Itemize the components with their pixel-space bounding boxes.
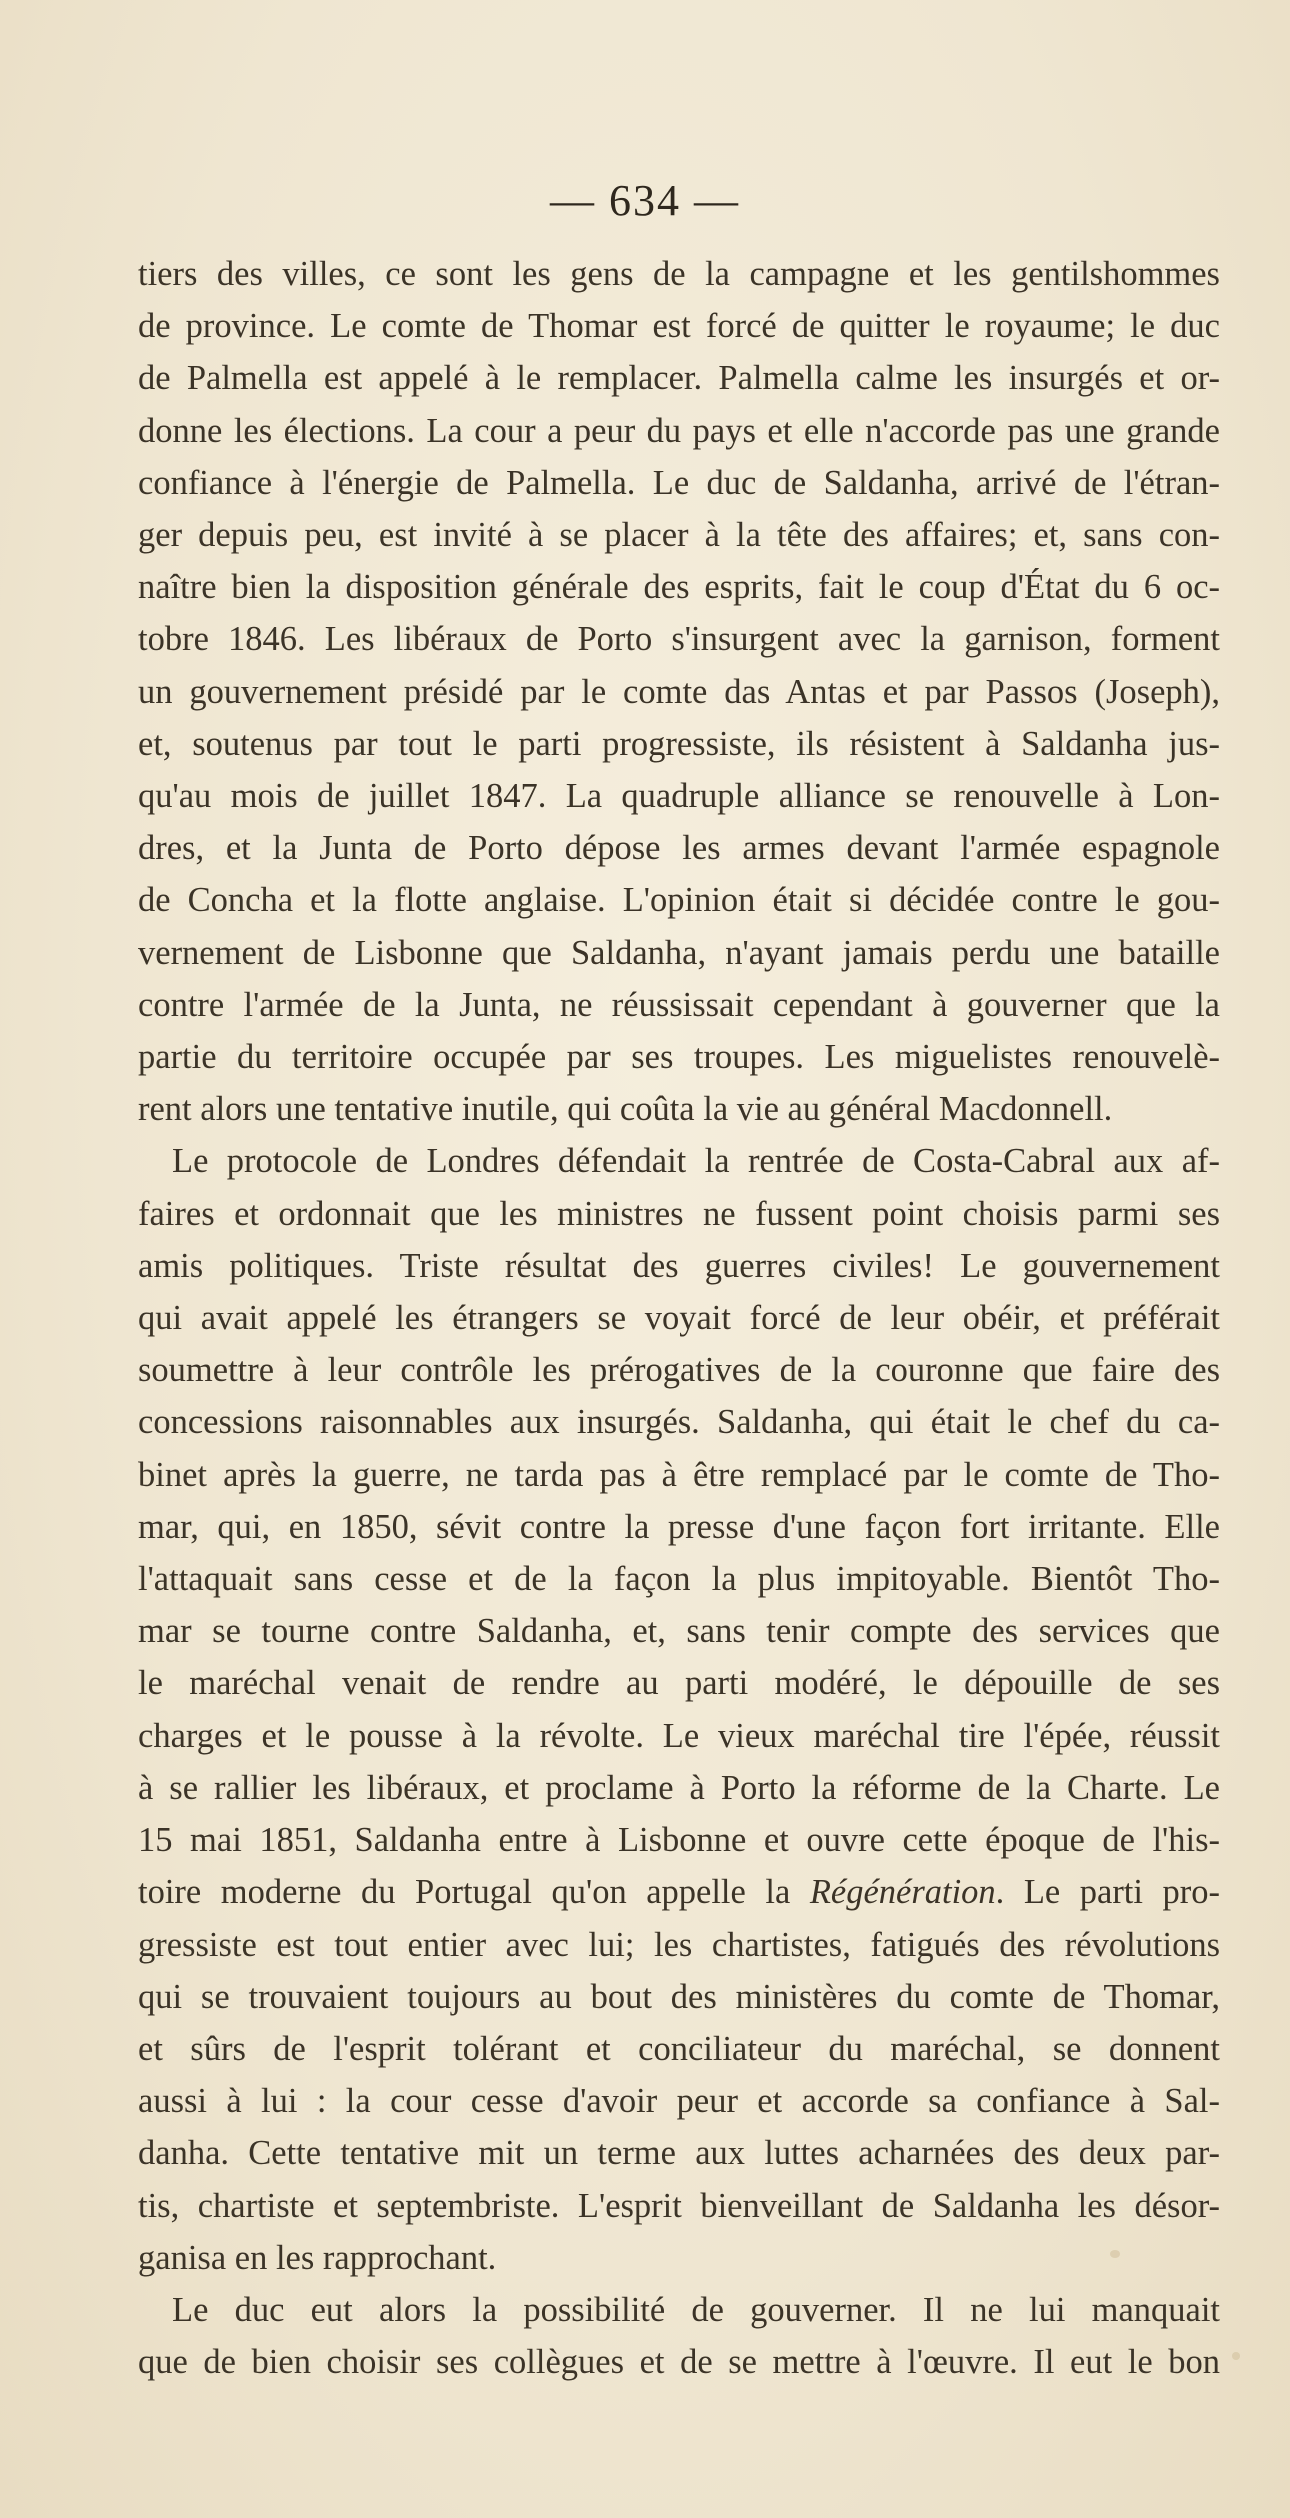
text-line: ganisa en les rapprochant. <box>138 2238 497 2277</box>
text-line: que de bien choisir ses collègues et de se mettre à l'œuvre. Il eut le bon <box>138 2343 1220 2382</box>
text-line: naître bien la disposition générale des esprits, fait le coup d'État du 6 oc- <box>138 568 1220 607</box>
text-line: binet après la guerre, ne tarda pas à être remplacé par le comte de Tho- <box>138 1455 1220 1494</box>
text-line: Le protocole de Londres défendait la rentrée de Costa-Cabral aux af- <box>172 1142 1220 1181</box>
text-line: mar se tourne contre Saldanha, et, sans tenir compte des services que <box>138 1612 1220 1651</box>
text-line: rent alors une tentative inutile, qui coûta la vie au général Macdonnell. <box>138 1090 1113 1129</box>
text-line: un gouvernement présidé par le comte das Antas et par Passos (Joseph), <box>138 672 1220 711</box>
text-line: et sûrs de l'esprit tolérant et conciliateur du maréchal, se donnent <box>138 2029 1220 2068</box>
text-line: danha. Cette tentative mit un terme aux luttes acharnées des deux par- <box>138 2134 1220 2173</box>
text-line: faires et ordonnait que les ministres ne fussent point choisis parmi ses <box>138 1194 1220 1233</box>
text-line-with-italic <box>138 1866 1220 1918</box>
text-line: mar, qui, en 1850, sévit contre la presse d'une façon fort irritante. Elle <box>138 1507 1220 1546</box>
text-segment: toire moderne du Portugal qu'on appelle la <box>138 1873 810 1912</box>
text-line: Le duc eut alors la possibilité de gouverner. Il ne lui manquait <box>172 2290 1220 2329</box>
text-line: confiance à l'énergie de Palmella. Le duc de Saldanha, arrivé de l'étran- <box>138 463 1220 502</box>
text-line: charges et le pousse à la révolte. Le vieux maréchal tire l'épée, réussit <box>138 1716 1220 1755</box>
text-line: amis politiques. Triste résultat des guerres civiles! Le gouvernement <box>138 1246 1220 1285</box>
text-line: tis, chartiste et septembriste. L'esprit bienveillant de Saldanha les désor- <box>138 2186 1220 2225</box>
text-line: aussi à lui : la cour cesse d'avoir peur et accorde sa confiance à Sal- <box>138 2082 1220 2121</box>
text-line: le maréchal venait de rendre au parti modéré, le dépouille de ses <box>138 1664 1220 1703</box>
text-line: concessions raisonnables aux insurgés. Saldanha, qui était le chef du ca- <box>138 1403 1220 1442</box>
text-line: de Palmella est appelé à le remplacer. Palmella calme les insurgés et or- <box>138 359 1220 398</box>
italic-term: Régénération <box>809 1873 996 1912</box>
text-line: contre l'armée de la Junta, ne réussissait cependant à gouverner que la <box>138 985 1220 1024</box>
page-number: — 634 — <box>550 176 740 225</box>
text-line: et, soutenus par tout le parti progressiste, ils résistent à Saldanha jus- <box>138 724 1220 763</box>
text-line: donne les élections. La cour a peur du pays et elle n'accorde pas une grande <box>138 411 1220 450</box>
text-line: 15 mai 1851, Saldanha entre à Lisbonne et ouvre cette époque de l'his- <box>138 1821 1220 1860</box>
text-line: soumettre à leur contrôle les prérogatives de la couronne que faire des <box>138 1351 1220 1390</box>
text-line: tiers des villes, ce sont les gens de la campagne et les gentilshommes <box>138 255 1220 293</box>
text-line: qu'au mois de juillet 1847. La quadruple alliance se renouvelle à Lon- <box>138 777 1220 816</box>
text-line: tobre 1846. Les libéraux de Porto s'insurgent avec la garnison, forment <box>138 620 1220 659</box>
body-text <box>138 248 1220 2388</box>
text-line: l'attaquait sans cesse et de la façon la plus impitoyable. Bientôt Tho- <box>138 1560 1220 1599</box>
text-line: à se rallier les libéraux, et proclame à Porto la réforme de la Charte. Le <box>138 1768 1220 1807</box>
text-line: partie du territoire occupée par ses troupes. Les miguelistes renouvelè- <box>138 1038 1220 1077</box>
text-line: de Concha et la flotte anglaise. L'opinion était si décidée contre le gou- <box>138 881 1220 920</box>
text-line: dres, et la Junta de Porto dépose les armes devant l'armée espagnole <box>138 829 1220 868</box>
text-line: qui se trouvaient toujours au bout des ministères du comte de Thomar, <box>138 1977 1220 2016</box>
text-line: gressiste est tout entier avec lui; les chartistes, fatigués des révolutions <box>138 1925 1220 1964</box>
text-line: qui avait appelé les étrangers se voyait forcé de leur obéir, et préférait <box>138 1299 1220 1338</box>
text-line: de province. Le comte de Thomar est forcé de quitter le royaume; le duc <box>138 307 1220 346</box>
text-line: ger depuis peu, est invité à se placer à la tête des affaires; et, sans con- <box>138 516 1220 555</box>
paper-stain <box>1232 2352 1240 2360</box>
text-line: vernement de Lisbonne que Saldanha, n'ayant jamais perdu une bataille <box>138 933 1220 972</box>
text-segment: . Le parti pro- <box>995 1873 1220 1912</box>
